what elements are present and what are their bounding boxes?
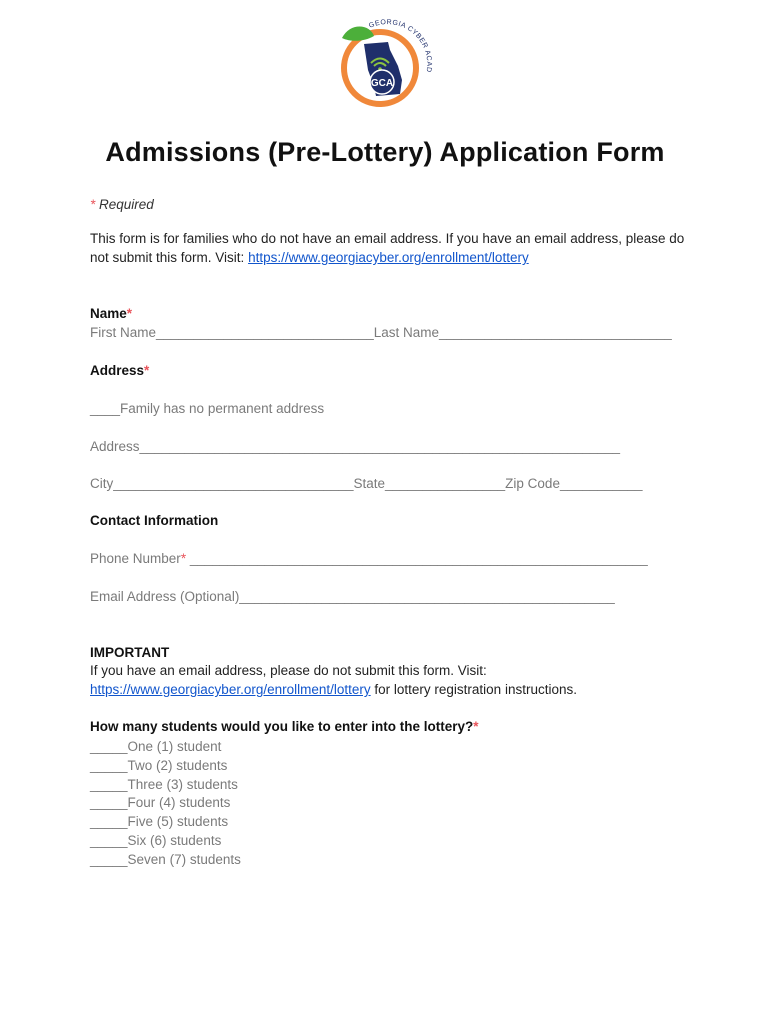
state-field[interactable]: State________________ <box>353 476 506 491</box>
student-option[interactable]: _____Six (6) students <box>90 833 222 848</box>
name-section-heading <box>90 305 132 323</box>
address-field[interactable]: Address________________________________________________________________ <box>90 439 621 454</box>
required-label: Required <box>99 197 154 212</box>
important-text-after: for lottery registration instructions. <box>370 682 577 697</box>
student-option[interactable]: _____Three (3) students <box>90 777 238 792</box>
student-option[interactable]: _____Two (2) students <box>90 758 228 773</box>
email-address-field[interactable]: Email Address (Optional)__________________________________________________ <box>90 589 615 604</box>
required-note <box>90 196 154 214</box>
student-option[interactable]: _____One (1) student <box>90 739 222 754</box>
intro-text: This form is for families who do not have an email address. If you have an email address, please do not submit this form. Visit: <box>90 231 685 265</box>
lottery-link[interactable]: https://www.georgiacyber.org/enrollment/lottery <box>248 250 529 265</box>
phone-label: Phone Number <box>90 551 181 566</box>
important-lottery-link[interactable]: https://www.georgiacyber.org/enrollment/lottery <box>90 682 371 697</box>
students-required-star: * <box>473 719 479 734</box>
address-label: Address <box>90 363 145 378</box>
form-title: Admissions (Pre-Lottery) Application Form <box>105 137 665 167</box>
important-heading: IMPORTANT <box>90 645 170 660</box>
students-question-text: How many students would you like to enter into the lottery? <box>90 719 474 734</box>
last-name-field[interactable]: Last Name_______________________________ <box>373 325 672 340</box>
address-section-heading <box>90 362 149 380</box>
student-option[interactable]: _____Five (5) students <box>90 814 229 829</box>
peach-logo-graphic <box>330 14 438 110</box>
logo-gca-text: GCA <box>370 78 394 89</box>
city-field[interactable]: City________________________________ <box>90 476 354 491</box>
name-required-star: * <box>126 306 133 321</box>
logo-arc-text: GEORGIA CYBER ACAD <box>368 19 433 73</box>
no-address-checkbox-line[interactable]: ____Family has no permanent address <box>90 401 325 416</box>
school-logo <box>330 14 438 110</box>
important-text: If you have an email address, please do not submit this form. Visit: <box>90 663 487 678</box>
city-state-zip-row <box>90 475 643 493</box>
first-name-field[interactable]: First Name_____________________________ <box>90 325 374 340</box>
required-star: * <box>90 197 96 212</box>
students-question <box>90 718 479 736</box>
phone-required-star: * <box>180 551 187 566</box>
phone-number-row <box>90 550 648 568</box>
name-label: Name <box>90 306 127 321</box>
important-link-row <box>90 681 577 699</box>
contact-section-heading: Contact Information <box>90 513 219 528</box>
address-required-star: * <box>144 363 150 378</box>
intro-paragraph <box>90 229 690 267</box>
student-option[interactable]: _____Four (4) students <box>90 795 231 810</box>
student-option[interactable]: _____Seven (7) students <box>90 852 241 867</box>
phone-number-field[interactable]: _____________________________________________________________ <box>186 551 648 566</box>
zip-code-field[interactable]: Zip Code___________ <box>505 476 643 491</box>
name-fields <box>90 324 672 342</box>
